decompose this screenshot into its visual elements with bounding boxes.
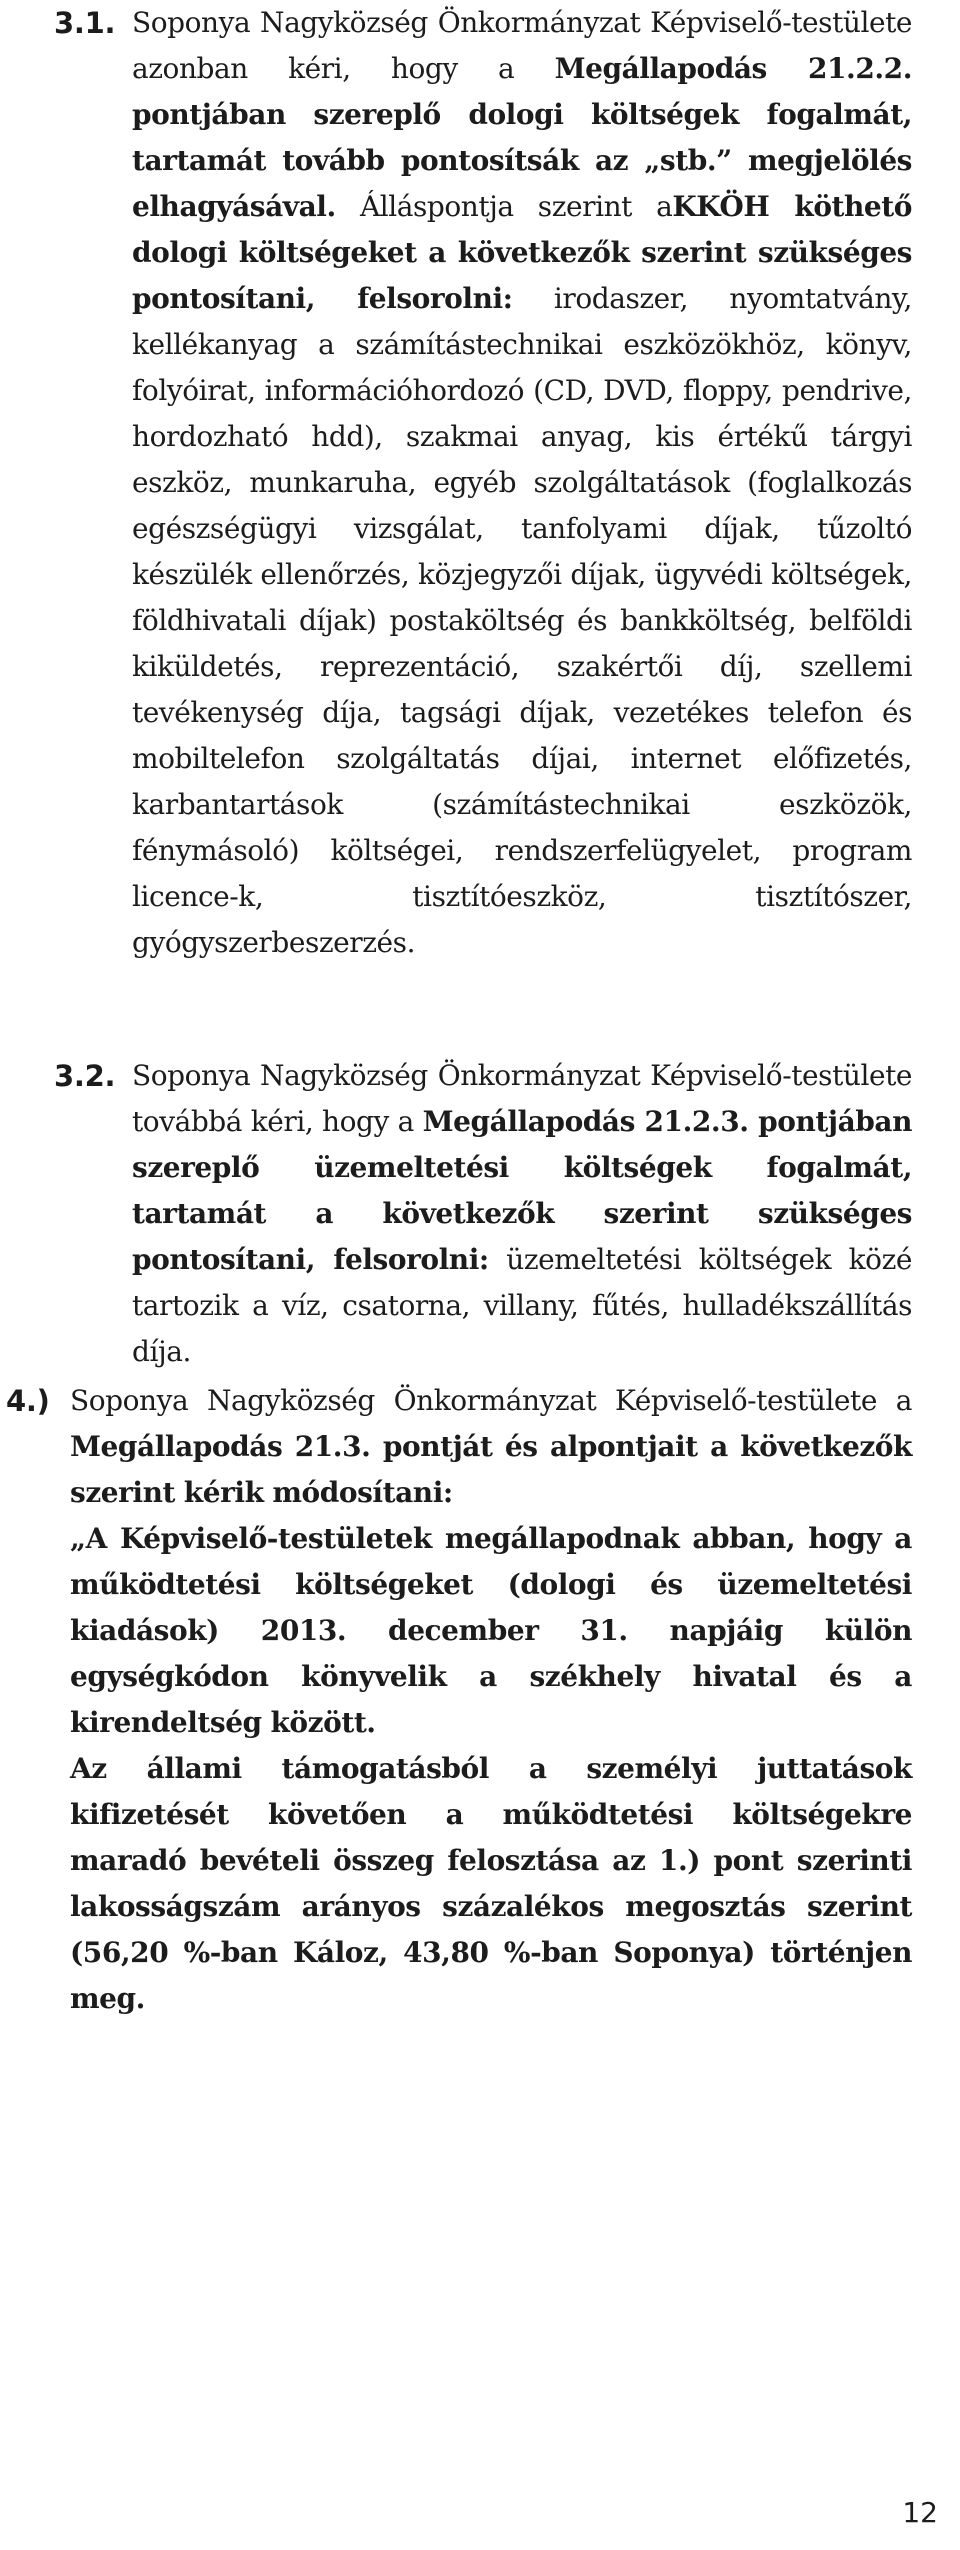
item-number-3-1: 3.1. — [54, 6, 116, 40]
text-segment-bold: KKÖH köthető dologi költségeket a következők szerint szükséges pontosítani, felsorolni: — [132, 190, 913, 315]
item-4-paragraph-2 — [70, 1516, 912, 1746]
text-segment: Soponya Nagyközség Önkormányzat Képviselő-testülete azonban kéri, hogy a — [132, 6, 912, 85]
text-segment-bold: Megállapodás 21.2.2. pontjában szereplő dologi költségek fogalmát, tartamát tovább pontosítsák az „stb.” megjelölés elhagyásával. — [132, 52, 912, 223]
item-4-paragraph-3 — [70, 1746, 912, 2022]
item-number-3-2: 3.2. — [54, 1059, 116, 1093]
text-segment: irodaszer, nyomtatvány, kellékanyag a számítástechnikai eszközökhöz, könyv, folyóirat, információhordozó (CD, DVD, floppy, pendrive, hordozható hdd), szakmai anyag, kis értékű tárgyi eszköz, munkaruha, egyéb szolgáltatások (foglalkozás egészségügyi vizsgálat, tanfolyami díjak, tűzoltó készülék ellenőrzés, közjegyzői díjak, ügyvédi költségek, földhivatali díjak) postaköltség és bankköltség, belföldi kiküldetés, reprezentáció, szakértői díj, szellemi tevékenység díja, tagsági díjak, vezetékes telefon és mobiltelefon szolgáltatás díjai, internet előfizetés, karbantartások (számítástechnikai eszközök, fénymásoló) költségei, rendszerfelügyelet, program licence-k, tisztítóeszköz, tisztítószer, gyógyszerbeszerzés. — [132, 282, 913, 959]
item-4-paragraph-1 — [70, 1378, 912, 1516]
item-3-1-text — [132, 0, 912, 966]
text-segment: Soponya Nagyközség Önkormányzat Képviselő-testülete továbbá kéri, hogy a — [132, 1059, 912, 1138]
text-segment-bold: Megállapodás 21.2.3. pontjában szereplő üzemeltetési költségek fogalmát, tartamát a következők szerint szükséges pontosítani, felsorolni: — [132, 1105, 912, 1276]
text-segment-bold: Megállapodás 21.3. pontját és alpontjait a következők szerint kérik módosítani: — [70, 1430, 912, 1509]
page-number: 12 — [902, 2496, 938, 2529]
item-4-text — [70, 1378, 912, 2022]
text-segment: Álláspontja szerint a — [335, 190, 673, 223]
item-3-2-paragraph — [132, 1053, 912, 1375]
item-3-1-paragraph — [132, 0, 912, 966]
text-segment: üzemeltetési költségek közé tartozik a víz, csatorna, villany, fűtés, hulladékszállítás díja. — [132, 1243, 912, 1368]
item-number-4: 4.) — [6, 1384, 50, 1418]
text-segment-bold: „A Képviselő-testületek megállapodnak abban, hogy a működtetési költségeket (dologi és üzemeltetési kiadások) 2013. december 31. napjáig külön egységkódon könyvelik a székhely hivatal és a kirendeltség között. — [70, 1522, 912, 1739]
text-segment-bold: Az állami támogatásból a személyi juttatások kifizetését követően a működtetési költségekre maradó bevételi összeg felosztása az 1.) pont szerinti lakosságszám arányos százalékos megosztás szerint (56,20 %-ban Káloz, 43,80 %-ban Soponya) történjen meg. — [70, 1752, 912, 2015]
item-3-2-text — [132, 1053, 912, 1375]
text-segment: Soponya Nagyközség Önkormányzat Képviselő-testülete a — [70, 1384, 912, 1417]
